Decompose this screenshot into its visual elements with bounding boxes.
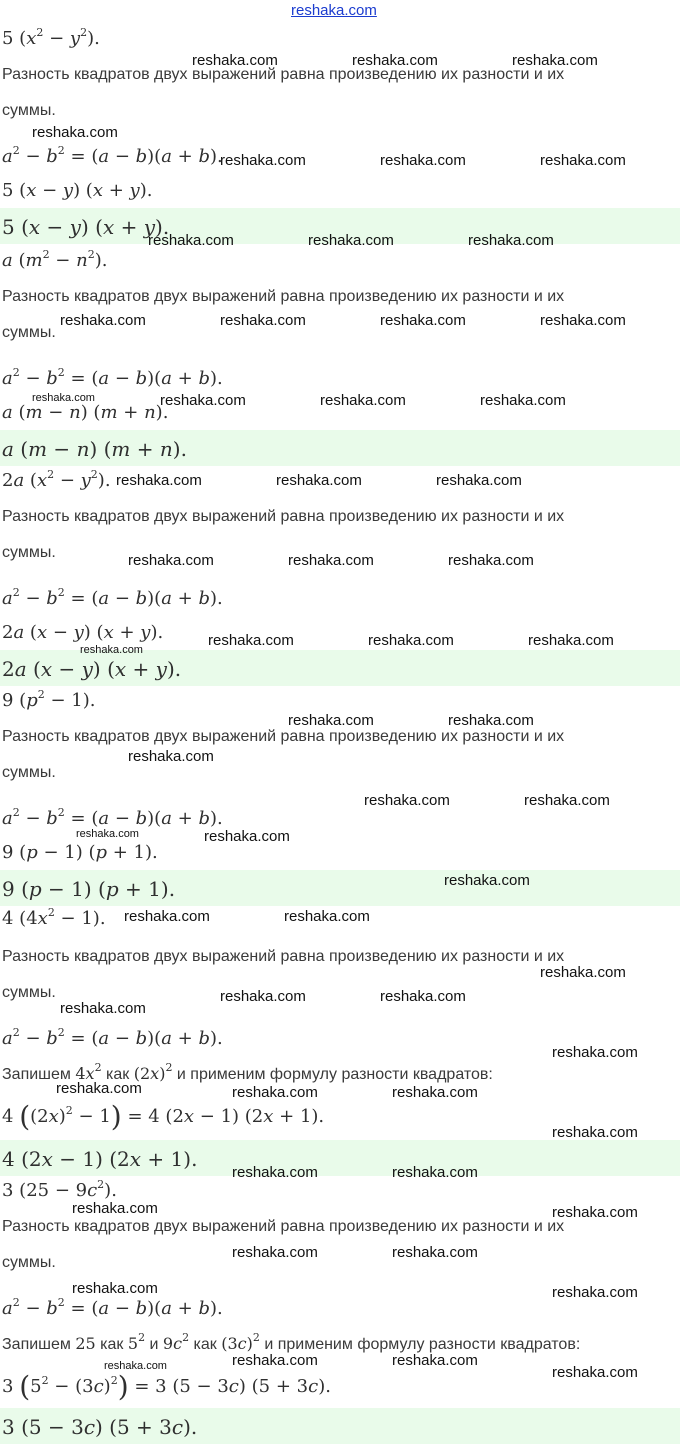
rule-text-end: суммы.: [2, 102, 56, 119]
rule-text: Разность квадратов двух выражений равна произведению их разности и их: [2, 66, 565, 83]
watermark: reshaka.com: [148, 232, 234, 249]
answer-3: 2a (x − y) (x + y).: [2, 657, 182, 681]
watermark: reshaka.com: [540, 312, 626, 329]
step-3: 2a (x − y) (x + y).: [2, 622, 164, 643]
watermark: reshaka.com: [128, 552, 214, 569]
given-3: 2a $(x^2 - y^2)$.: [2, 468, 111, 491]
watermark: reshaka.com: [80, 644, 143, 656]
formula: $a^2 - b^2 = (a - b)(a + b)$.: [2, 586, 223, 609]
watermark: reshaka.com: [232, 1164, 318, 1181]
formula: $a^2 - b^2 = (a - b)(a + b)$.: [2, 1026, 223, 1049]
watermark: reshaka.com: [32, 124, 118, 141]
watermark: reshaka.com: [552, 1284, 638, 1301]
watermark: reshaka.com: [552, 1204, 638, 1221]
given-6: 3 $(25 - 9c^2)$.: [2, 1178, 117, 1201]
formula: $a^2 - b^2 = (a - b)(a + b)$.: [2, 806, 223, 829]
watermark: reshaka.com: [284, 908, 370, 925]
watermark: reshaka.com: [308, 232, 394, 249]
answer-1: 5 (x − y) (x + y).: [2, 215, 170, 239]
answer-row: [0, 430, 680, 466]
rule-text-end: суммы.: [2, 764, 56, 781]
watermark: reshaka.com: [56, 1080, 142, 1097]
answer-row: [0, 1408, 680, 1444]
watermark: reshaka.com: [232, 1084, 318, 1101]
site-link[interactable]: reshaka.com: [291, 2, 377, 19]
rule-text: Разность квадратов двух выражений равна произведению их разности и их: [2, 288, 565, 305]
watermark: reshaka.com: [220, 312, 306, 329]
rule-text: Разность квадратов двух выражений равна произведению их разности и их: [2, 508, 565, 525]
answer-row: [0, 870, 680, 906]
watermark: reshaka.com: [288, 552, 374, 569]
watermark: reshaka.com: [160, 392, 246, 409]
watermark: reshaka.com: [480, 392, 566, 409]
watermark: reshaka.com: [32, 392, 95, 404]
watermark: reshaka.com: [352, 52, 438, 69]
watermark: reshaka.com: [540, 964, 626, 981]
step-4: 9 (p − 1) (p + 1).: [2, 842, 158, 863]
given-5: 4 $(4x^2 - 1)$.: [2, 906, 106, 929]
watermark: reshaka.com: [116, 472, 202, 489]
watermark: reshaka.com: [512, 52, 598, 69]
watermark: reshaka.com: [124, 908, 210, 925]
step-1: 5 (x − y) (x + y).: [2, 180, 153, 201]
watermark: reshaka.com: [552, 1044, 638, 1061]
watermark: reshaka.com: [128, 748, 214, 765]
watermark: reshaka.com: [220, 152, 306, 169]
watermark: reshaka.com: [392, 1084, 478, 1101]
rule-text-end: суммы.: [2, 984, 56, 1001]
watermark: reshaka.com: [232, 1244, 318, 1261]
watermark: reshaka.com: [368, 632, 454, 649]
watermark: reshaka.com: [60, 1000, 146, 1017]
watermark: reshaka.com: [380, 312, 466, 329]
note-5: Запишем $4x^2$ как $(2x)^2$ и применим формулу разности квадратов:: [2, 1061, 493, 1083]
step-5: 4 $((2x)^2 - 1) = 4$ (2x − 1) (2x + 1).: [2, 1100, 325, 1133]
watermark: reshaka.com: [76, 828, 139, 840]
answer-4: 9 (p − 1) (p + 1).: [2, 877, 176, 901]
given-2: a $(m^2 - n^2)$.: [2, 248, 108, 271]
rule-text: Разность квадратов двух выражений равна произведению их разности и их: [2, 1218, 565, 1235]
formula: $a^2 - b^2 = (a - b)(a + b)$.: [2, 144, 223, 167]
answer-2: a (m − n) (m + n).: [2, 437, 187, 461]
watermark: reshaka.com: [524, 792, 610, 809]
given-1: 5 $(x^2 - y^2)$.: [2, 26, 100, 49]
rule-text: Разность квадратов двух выражений равна произведению их разности и их: [2, 948, 565, 965]
watermark: reshaka.com: [72, 1200, 158, 1217]
watermark: reshaka.com: [444, 872, 530, 889]
answer-row: [0, 1140, 680, 1176]
step-2: a (m − n) (m + n).: [2, 402, 169, 423]
watermark: reshaka.com: [392, 1244, 478, 1261]
watermark: reshaka.com: [392, 1164, 478, 1181]
given-4: 9 $(p^2 - 1)$.: [2, 688, 96, 711]
watermark: reshaka.com: [380, 988, 466, 1005]
watermark: reshaka.com: [220, 988, 306, 1005]
step-6: 3 $(5^2 - (3c)^2) = 3$ (5 − 3c) (5 + 3c).: [2, 1370, 331, 1403]
answer-6: 3 (5 − 3c) (5 + 3c).: [2, 1415, 198, 1439]
watermark: reshaka.com: [436, 472, 522, 489]
watermark: reshaka.com: [276, 472, 362, 489]
watermark: reshaka.com: [72, 1280, 158, 1297]
watermark: reshaka.com: [468, 232, 554, 249]
watermark: reshaka.com: [192, 52, 278, 69]
watermark: reshaka.com: [104, 1360, 167, 1372]
watermark: reshaka.com: [364, 792, 450, 809]
watermark: reshaka.com: [320, 392, 406, 409]
watermark: reshaka.com: [552, 1124, 638, 1141]
watermark: reshaka.com: [540, 152, 626, 169]
watermark: reshaka.com: [232, 1352, 318, 1369]
watermark: reshaka.com: [448, 552, 534, 569]
rule-text-end: суммы.: [2, 1254, 56, 1271]
rule-text-end: суммы.: [2, 544, 56, 561]
rule-text-end: суммы.: [2, 324, 56, 341]
watermark: reshaka.com: [288, 712, 374, 729]
formula: $a^2 - b^2 = (a - b)(a + b)$.: [2, 366, 223, 389]
watermark: reshaka.com: [392, 1352, 478, 1369]
rule-text: Разность квадратов двух выражений равна произведению их разности и их: [2, 728, 565, 745]
watermark: reshaka.com: [380, 152, 466, 169]
watermark: reshaka.com: [204, 828, 290, 845]
answer-5: 4 (2x − 1) (2x + 1).: [2, 1147, 198, 1171]
note-6: Запишем 25 как $5^2$ и $9c^2$ как $(3c)^2$ и применим формулу разности квадратов:: [2, 1331, 581, 1353]
watermark: reshaka.com: [60, 312, 146, 329]
formula: $a^2 - b^2 = (a - b)(a + b)$.: [2, 1296, 223, 1319]
watermark: reshaka.com: [208, 632, 294, 649]
watermark: reshaka.com: [552, 1364, 638, 1381]
watermark: reshaka.com: [528, 632, 614, 649]
watermark: reshaka.com: [448, 712, 534, 729]
